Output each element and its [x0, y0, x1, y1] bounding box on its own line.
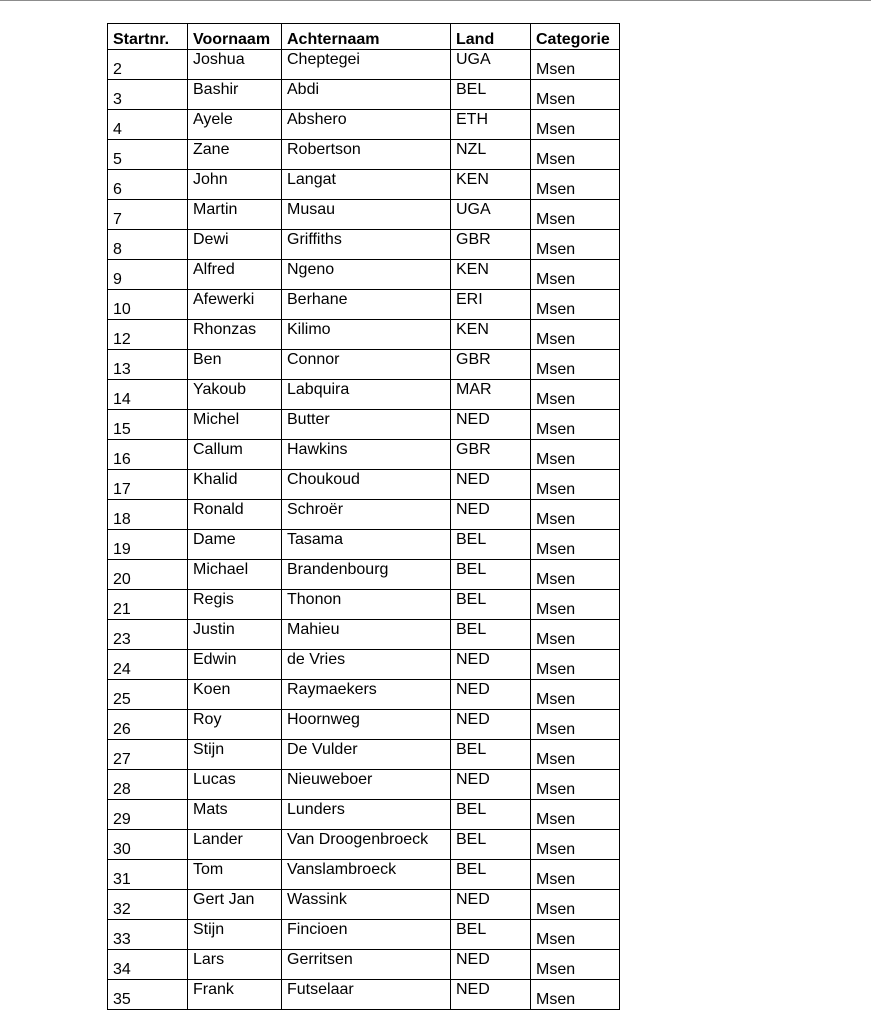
cell-achternaam: Ngeno	[282, 260, 451, 290]
table-row	[108, 770, 620, 800]
cell-startnr: 34	[108, 950, 188, 980]
cell-categorie: Msen	[531, 950, 620, 980]
cell-land: NED	[451, 650, 531, 680]
table-row	[108, 260, 620, 290]
cell-categorie: Msen	[531, 560, 620, 590]
cell-land: NED	[451, 680, 531, 710]
table-row	[108, 170, 620, 200]
cell-voornaam: Michel	[188, 410, 282, 440]
table-row	[108, 980, 620, 1010]
cell-land: NED	[451, 890, 531, 920]
cell-startnr: 25	[108, 680, 188, 710]
table-row	[108, 80, 620, 110]
cell-voornaam: Regis	[188, 590, 282, 620]
cell-startnr: 27	[108, 740, 188, 770]
table-row	[108, 200, 620, 230]
cell-voornaam: Edwin	[188, 650, 282, 680]
cell-categorie: Msen	[531, 230, 620, 260]
cell-voornaam: Afewerki	[188, 290, 282, 320]
cell-startnr: 33	[108, 920, 188, 950]
table-row	[108, 560, 620, 590]
cell-voornaam: Michael	[188, 560, 282, 590]
cell-voornaam: John	[188, 170, 282, 200]
cell-achternaam: Labquira	[282, 380, 451, 410]
cell-startnr: 3	[108, 80, 188, 110]
cell-land: ETH	[451, 110, 531, 140]
cell-voornaam: Yakoub	[188, 380, 282, 410]
table-row	[108, 620, 620, 650]
cell-startnr: 15	[108, 410, 188, 440]
cell-voornaam: Callum	[188, 440, 282, 470]
cell-startnr: 8	[108, 230, 188, 260]
cell-startnr: 30	[108, 830, 188, 860]
cell-achternaam: Brandenbourg	[282, 560, 451, 590]
cell-achternaam: Van Droogenbroeck	[282, 830, 451, 860]
table-row	[108, 680, 620, 710]
cell-achternaam: Connor	[282, 350, 451, 380]
cell-startnr: 12	[108, 320, 188, 350]
cell-land: GBR	[451, 440, 531, 470]
cell-voornaam: Dewi	[188, 230, 282, 260]
cell-achternaam: Futselaar	[282, 980, 451, 1010]
cell-voornaam: Stijn	[188, 920, 282, 950]
entrants-table	[107, 23, 620, 1010]
cell-achternaam: Cheptegei	[282, 50, 451, 80]
cell-voornaam: Alfred	[188, 260, 282, 290]
table-row	[108, 800, 620, 830]
header-voornaam: Voornaam	[188, 24, 282, 50]
cell-startnr: 32	[108, 890, 188, 920]
cell-categorie: Msen	[531, 710, 620, 740]
table-row	[108, 230, 620, 260]
cell-voornaam: Justin	[188, 620, 282, 650]
cell-land: KEN	[451, 260, 531, 290]
cell-land: NED	[451, 410, 531, 440]
cell-startnr: 17	[108, 470, 188, 500]
table-row	[108, 470, 620, 500]
cell-voornaam: Ayele	[188, 110, 282, 140]
cell-achternaam: Mahieu	[282, 620, 451, 650]
table-row	[108, 950, 620, 980]
cell-voornaam: Ronald	[188, 500, 282, 530]
cell-categorie: Msen	[531, 80, 620, 110]
table-row	[108, 380, 620, 410]
cell-achternaam: Langat	[282, 170, 451, 200]
cell-categorie: Msen	[531, 440, 620, 470]
cell-voornaam: Koen	[188, 680, 282, 710]
cell-startnr: 7	[108, 200, 188, 230]
cell-land: KEN	[451, 320, 531, 350]
cell-achternaam: Robertson	[282, 140, 451, 170]
cell-achternaam: Gerritsen	[282, 950, 451, 980]
cell-categorie: Msen	[531, 470, 620, 500]
cell-achternaam: Tasama	[282, 530, 451, 560]
cell-voornaam: Roy	[188, 710, 282, 740]
cell-categorie: Msen	[531, 680, 620, 710]
cell-achternaam: Hoornweg	[282, 710, 451, 740]
table-row	[108, 410, 620, 440]
cell-categorie: Msen	[531, 140, 620, 170]
cell-achternaam: Vanslambroeck	[282, 860, 451, 890]
table-row	[108, 650, 620, 680]
cell-voornaam: Stijn	[188, 740, 282, 770]
cell-land: BEL	[451, 920, 531, 950]
cell-startnr: 26	[108, 710, 188, 740]
table-row	[108, 350, 620, 380]
cell-achternaam: Abshero	[282, 110, 451, 140]
cell-land: NED	[451, 500, 531, 530]
cell-startnr: 20	[108, 560, 188, 590]
cell-startnr: 16	[108, 440, 188, 470]
cell-categorie: Msen	[531, 260, 620, 290]
cell-achternaam: Kilimo	[282, 320, 451, 350]
cell-startnr: 28	[108, 770, 188, 800]
cell-voornaam: Gert Jan	[188, 890, 282, 920]
table-row	[108, 920, 620, 950]
table-row	[108, 110, 620, 140]
cell-startnr: 10	[108, 290, 188, 320]
cell-achternaam: Musau	[282, 200, 451, 230]
table-row	[108, 290, 620, 320]
cell-achternaam: De Vulder	[282, 740, 451, 770]
cell-land: UGA	[451, 200, 531, 230]
cell-land: GBR	[451, 350, 531, 380]
cell-land: ERI	[451, 290, 531, 320]
cell-land: BEL	[451, 830, 531, 860]
table-row	[108, 890, 620, 920]
cell-achternaam: Choukoud	[282, 470, 451, 500]
cell-achternaam: Hawkins	[282, 440, 451, 470]
cell-voornaam: Zane	[188, 140, 282, 170]
cell-achternaam: Griffiths	[282, 230, 451, 260]
cell-startnr: 19	[108, 530, 188, 560]
cell-land: BEL	[451, 80, 531, 110]
cell-land: GBR	[451, 230, 531, 260]
cell-startnr: 2	[108, 50, 188, 80]
cell-land: BEL	[451, 620, 531, 650]
table-row	[108, 710, 620, 740]
cell-categorie: Msen	[531, 290, 620, 320]
cell-startnr: 31	[108, 860, 188, 890]
cell-voornaam: Bashir	[188, 80, 282, 110]
cell-achternaam: Berhane	[282, 290, 451, 320]
cell-achternaam: de Vries	[282, 650, 451, 680]
cell-land: NED	[451, 470, 531, 500]
cell-land: BEL	[451, 740, 531, 770]
cell-land: UGA	[451, 50, 531, 80]
cell-startnr: 35	[108, 980, 188, 1010]
cell-achternaam: Fincioen	[282, 920, 451, 950]
table-row	[108, 530, 620, 560]
cell-categorie: Msen	[531, 620, 620, 650]
cell-land: BEL	[451, 560, 531, 590]
cell-startnr: 4	[108, 110, 188, 140]
cell-achternaam: Nieuweboer	[282, 770, 451, 800]
header-startnr: Startnr.	[108, 24, 188, 50]
cell-land: BEL	[451, 530, 531, 560]
cell-land: KEN	[451, 170, 531, 200]
table-row	[108, 440, 620, 470]
cell-startnr: 14	[108, 380, 188, 410]
table-row	[108, 590, 620, 620]
header-row	[108, 24, 620, 50]
table-row	[108, 740, 620, 770]
entrant-list	[107, 23, 620, 1010]
cell-startnr: 24	[108, 650, 188, 680]
cell-voornaam: Dame	[188, 530, 282, 560]
cell-land: NED	[451, 770, 531, 800]
cell-voornaam: Mats	[188, 800, 282, 830]
cell-categorie: Msen	[531, 800, 620, 830]
cell-land: BEL	[451, 590, 531, 620]
cell-startnr: 6	[108, 170, 188, 200]
cell-voornaam: Lander	[188, 830, 282, 860]
cell-achternaam: Raymaekers	[282, 680, 451, 710]
cell-achternaam: Schroër	[282, 500, 451, 530]
cell-categorie: Msen	[531, 500, 620, 530]
cell-categorie: Msen	[531, 860, 620, 890]
cell-achternaam: Wassink	[282, 890, 451, 920]
cell-voornaam: Frank	[188, 980, 282, 1010]
cell-voornaam: Joshua	[188, 50, 282, 80]
cell-land: BEL	[451, 860, 531, 890]
table-row	[108, 830, 620, 860]
table-row	[108, 140, 620, 170]
cell-achternaam: Abdi	[282, 80, 451, 110]
cell-achternaam: Lunders	[282, 800, 451, 830]
cell-categorie: Msen	[531, 320, 620, 350]
cell-categorie: Msen	[531, 380, 620, 410]
table-row	[108, 320, 620, 350]
cell-categorie: Msen	[531, 770, 620, 800]
cell-categorie: Msen	[531, 830, 620, 860]
cell-land: NED	[451, 980, 531, 1010]
cell-land: BEL	[451, 800, 531, 830]
cell-categorie: Msen	[531, 200, 620, 230]
cell-achternaam: Thonon	[282, 590, 451, 620]
cell-categorie: Msen	[531, 590, 620, 620]
cell-startnr: 21	[108, 590, 188, 620]
cell-categorie: Msen	[531, 170, 620, 200]
table-row	[108, 500, 620, 530]
cell-categorie: Msen	[531, 890, 620, 920]
cell-categorie: Msen	[531, 110, 620, 140]
header-achternaam: Achternaam	[282, 24, 451, 50]
cell-categorie: Msen	[531, 980, 620, 1010]
cell-land: NZL	[451, 140, 531, 170]
cell-voornaam: Martin	[188, 200, 282, 230]
cell-voornaam: Ben	[188, 350, 282, 380]
cell-startnr: 5	[108, 140, 188, 170]
header-categorie: Categorie	[531, 24, 620, 50]
cell-startnr: 9	[108, 260, 188, 290]
table-body	[108, 50, 620, 1010]
cell-achternaam: Butter	[282, 410, 451, 440]
table-row	[108, 860, 620, 890]
table-row	[108, 50, 620, 80]
cell-land: NED	[451, 950, 531, 980]
cell-voornaam: Tom	[188, 860, 282, 890]
cell-categorie: Msen	[531, 740, 620, 770]
header-land: Land	[451, 24, 531, 50]
page-top-rule	[0, 0, 871, 1]
cell-startnr: 29	[108, 800, 188, 830]
cell-categorie: Msen	[531, 920, 620, 950]
cell-voornaam: Lucas	[188, 770, 282, 800]
cell-land: MAR	[451, 380, 531, 410]
cell-startnr: 23	[108, 620, 188, 650]
cell-categorie: Msen	[531, 350, 620, 380]
cell-categorie: Msen	[531, 410, 620, 440]
cell-startnr: 18	[108, 500, 188, 530]
cell-categorie: Msen	[531, 650, 620, 680]
cell-voornaam: Rhonzas	[188, 320, 282, 350]
cell-voornaam: Khalid	[188, 470, 282, 500]
cell-startnr: 13	[108, 350, 188, 380]
cell-categorie: Msen	[531, 50, 620, 80]
cell-voornaam: Lars	[188, 950, 282, 980]
cell-land: NED	[451, 710, 531, 740]
cell-categorie: Msen	[531, 530, 620, 560]
